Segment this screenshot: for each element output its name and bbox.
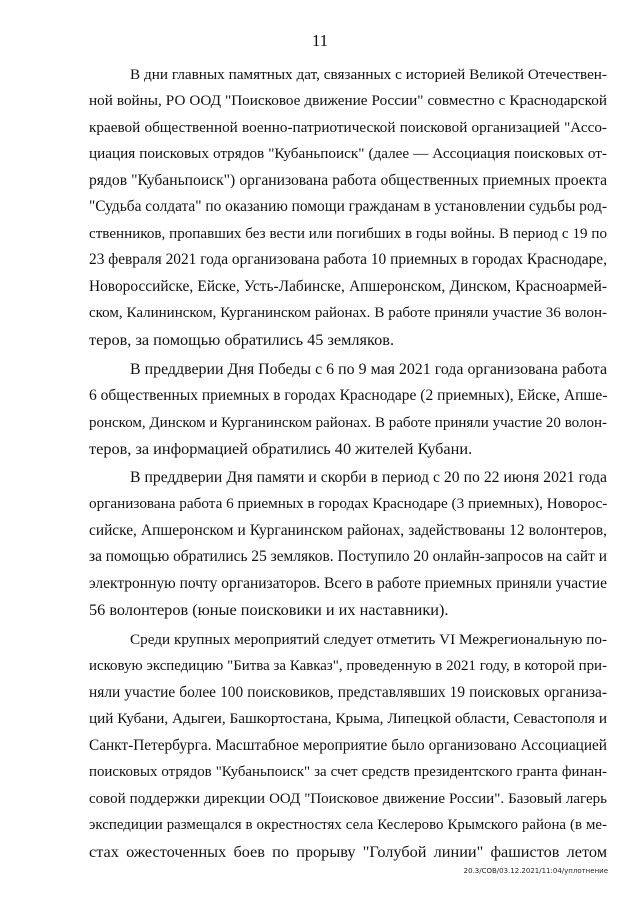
text-line: сийске, Апшеронском и Курганинском районах, задействованы 12 волонтеров,: [89, 522, 607, 539]
page-number: 11: [311, 31, 329, 50]
text-line: теров, за информацией обратились 40 жителей Кубани.: [89, 439, 473, 458]
text-line: исковую экспедицию "Битва за Кавказ", проведенную в 2021 году, в которой при-: [89, 658, 607, 674]
text-line: поисковых отрядов "Кубаньпоиск" за счет средств президентского гранта финан-: [89, 764, 607, 780]
text-line: ственников, пропавших без вести или погибших в годы войны. В период с 19 по: [89, 226, 607, 242]
text-line: "Судьба солдата" по оказанию помощи гражданам в установлении судьбы род-: [89, 198, 608, 215]
text-line: ной войны, РО ООД "Поисковое движение России" совместно с Краснодарской: [89, 92, 607, 109]
text-line: организована работа 6 приемных в городах Краснодаре (3 приемных), Новорос-: [89, 495, 608, 512]
text-line: Среди крупных мероприятий следует отметить VI Межрегиональную по-: [130, 631, 607, 648]
text-line: Новороссийске, Ейске, Усть-Лабинске, Апшеронском, Динском, Красноармей-: [89, 278, 607, 295]
text-line: 56 волонтеров (юные поисковики и их наставники).: [89, 600, 449, 619]
text-line: В преддверии Дня Победы с 6 по 9 мая 2021 года организована работа: [130, 361, 607, 378]
text-line: ронском, Динском и Курганинском районах. В работе приняли участие 20 волон-: [89, 415, 607, 431]
text-line: 6 общественных приемных в городах Краснодаре (2 приемных), Ейске, Апше-: [89, 387, 608, 404]
text-line: 23 февраля 2021 года организована работа 10 приемных в городах Краснодаре,: [89, 251, 607, 268]
text-line: теров, за помощью обратились 45 земляков.: [89, 330, 395, 349]
text-line: за помощью обратились 25 земляков. Поступило 20 онлайн-запросов на сайт и: [89, 548, 607, 565]
text-line: В преддверии Дня памяти и скорби в период с 20 по 22 июня 2021 года: [130, 469, 607, 486]
text-line: няли участие более 100 поисковиков, представлявших 19 поисковых организа-: [89, 684, 607, 701]
text-line: Санкт-Петербурга. Масштабное мероприятие было организовано Ассоциацией: [89, 737, 607, 754]
text-line: совой поддержки дирекции ООД "Поисковое движение России". Базовый лагерь: [89, 791, 607, 807]
text-line: краевой общественной военно-патриотической поисковой организацией "Ассо-: [89, 119, 607, 136]
text-line: стах ожесточенных боев по прорыву "Голубой линии" фашистов летом: [89, 842, 607, 861]
text-line: ций Кубани, Адыгеи, Башкортостана, Крыма, Липецкой области, Севастополя и: [89, 710, 607, 727]
text-line: электронную почту организаторов. Всего в работе приемных приняли участие: [89, 575, 607, 592]
text-line: рядов "Кубаньпоиск") организована работа общественных приемных проекта: [89, 172, 607, 189]
text-line: ском, Калининском, Курганинском районах. В работе приняли участие 36 волон-: [89, 305, 607, 321]
text-line: экспедиции размещался в окрестностях села Кеслерово Крымского района (в ме-: [89, 817, 607, 833]
text-line: В дни главных памятных дат, связанных с историей Великой Отечествен-: [130, 66, 607, 83]
footer-stamp: 20.3/СОВ/03.12.2021/11:04/уплотнение: [463, 867, 608, 875]
text-line: циация поисковых отрядов "Кубаньпоиск" (далее — Ассоциация поисковых от-: [89, 145, 607, 162]
